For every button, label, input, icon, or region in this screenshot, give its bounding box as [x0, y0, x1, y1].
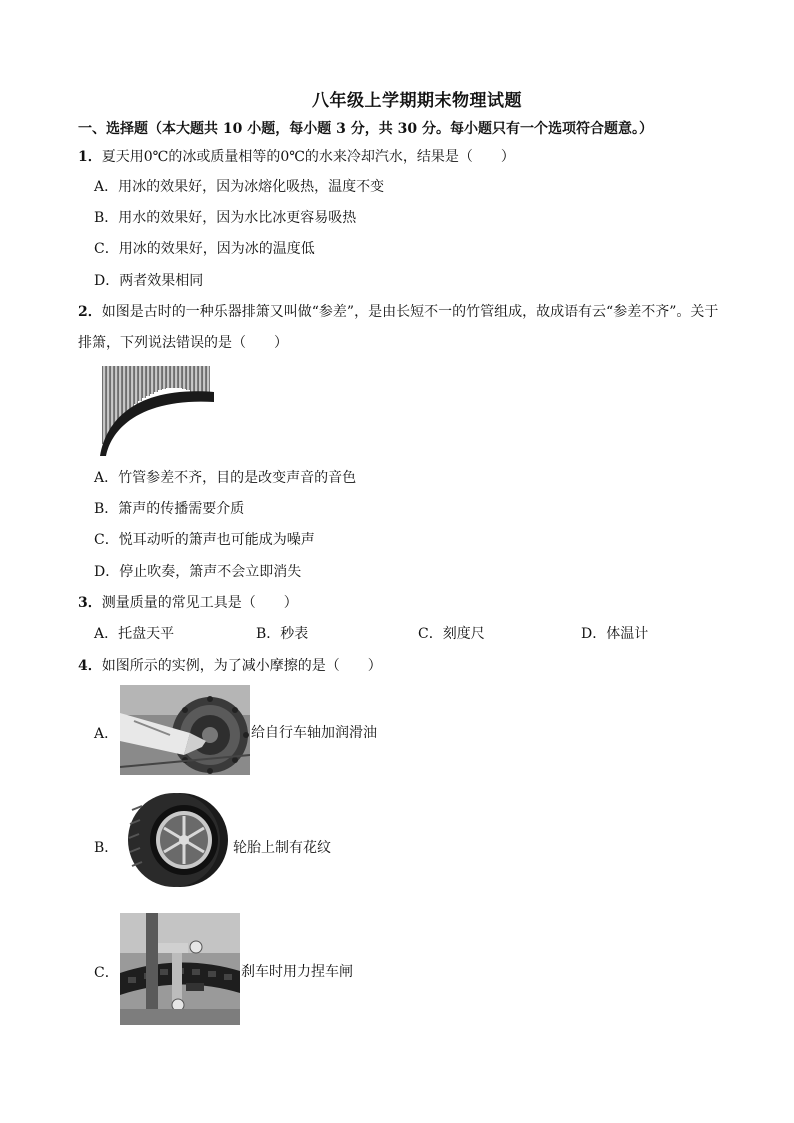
- panpipe-image: [96, 360, 218, 458]
- question-3: [78, 592, 298, 612]
- question-stem-line1: 如图是古时的一种乐器排箫又叫做“参差”，是由长短不一的竹管组成，故成语有云“参差不齐”。关于: [101, 304, 719, 320]
- question-stem: 测量质量的常见工具是（ ）: [101, 595, 298, 611]
- section-heading: 一、选择题（本大题共 10 小题，每小题 3 分，共 30 分。每小题只有一个选项符合题意。）: [78, 121, 653, 137]
- option-4a-text: 给自行车轴加润滑油: [251, 725, 377, 741]
- bicycle-brake-image: [120, 913, 240, 1025]
- option-2b: B．箫声的传播需要介质: [94, 501, 245, 517]
- option-1c: C．用冰的效果好，因为冰的温度低: [94, 241, 315, 257]
- option-1a: A．用冰的效果好，因为冰熔化吸热，温度不变: [94, 179, 385, 195]
- question-2-line2: 排箫，下列说法错误的是（ ）: [78, 335, 288, 351]
- option-4a-letter: A．: [94, 726, 119, 742]
- page-title: 八年级上学期期末物理试题: [312, 91, 522, 111]
- question-4: [78, 655, 382, 675]
- option-3d: D．体温计: [581, 626, 649, 642]
- question-number: 1．: [78, 149, 102, 165]
- option-2d: D．停止吹奏，箫声不会立即消失: [94, 564, 302, 580]
- option-3a: A．托盘天平: [94, 626, 175, 642]
- option-1b: B．用水的效果好，因为水比冰更容易吸热: [94, 210, 357, 226]
- option-3b: B．秒表: [256, 626, 309, 642]
- tire-image: [120, 790, 230, 890]
- bicycle-lubricant-image: [120, 685, 250, 775]
- option-3c: C．刻度尺: [418, 626, 485, 642]
- option-4c-text: 刹车时用力捏车闸: [241, 964, 353, 980]
- question-number: 2．: [78, 304, 102, 320]
- tire: [128, 793, 228, 887]
- question-stem: 如图所示的实例，为了减小摩擦的是（ ）: [101, 658, 382, 674]
- option-4c-letter: C．: [94, 965, 119, 981]
- question-2: [78, 301, 718, 321]
- option-4b-letter: B．: [94, 840, 119, 856]
- question-stem: 夏天用0℃的冰或质量相等的0℃的水来冷却汽水，结果是（ ）: [101, 149, 515, 165]
- option-4b-text: 轮胎上制有花纹: [233, 840, 331, 856]
- question-number: 4．: [78, 658, 102, 674]
- option-2c: C．悦耳动听的箫声也可能成为噪声: [94, 532, 315, 548]
- question-number: 3．: [78, 595, 102, 611]
- option-2a: A．竹管参差不齐，目的是改变声音的音色: [94, 470, 357, 486]
- question-1: [78, 146, 515, 166]
- option-1d: D．两者效果相同: [94, 273, 204, 289]
